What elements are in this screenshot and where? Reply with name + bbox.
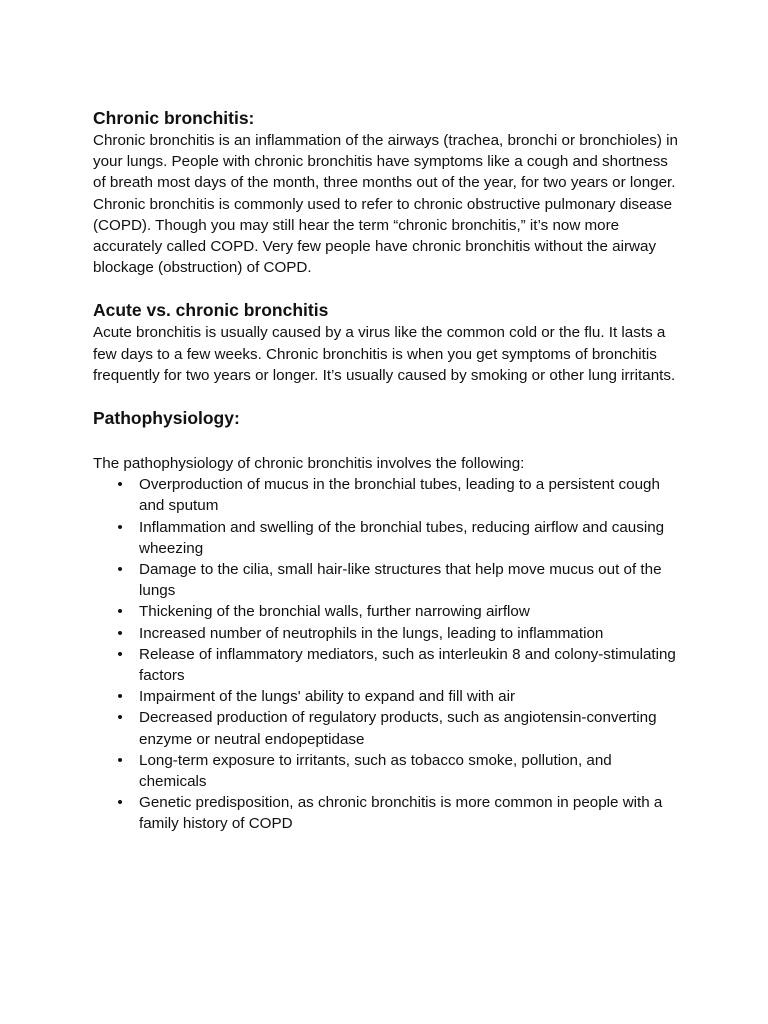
section-heading-chronic-bronchitis: Chronic bronchitis: (93, 108, 255, 128)
list-item (93, 517, 683, 559)
list-item (93, 559, 683, 601)
list-item-text: Genetic predisposition, as chronic bronchitis is more common in people with a family history of COPD (139, 794, 663, 833)
document-page (93, 106, 683, 835)
list-item-text: Inflammation and swelling of the bronchial tubes, reducing airflow and causing wheezing (139, 518, 665, 557)
section-heading-pathophysiology: Pathophysiology: (93, 408, 240, 429)
bullet-icon: • (117, 561, 123, 579)
list-item (93, 474, 683, 516)
list-item-text: Impairment of the lungs' ability to expand and fill with air (139, 688, 516, 706)
bullet-icon: • (117, 624, 123, 642)
paragraph-copd: Chronic bronchitis is commonly used to refer to chronic obstructive pulmonary disease (COPD). Though you may still hear the term “chronic bronchitis,” it’s now more accurately called COPD. Very few people have chronic bronchitis without the airway blockage (obstruction) of COPD. (93, 195, 673, 277)
bullet-icon: • (117, 476, 123, 494)
list-item (93, 792, 683, 834)
list-item-text: Overproduction of mucus in the bronchial tubes, leading to a persistent cough and sputum (139, 476, 660, 515)
bullet-icon: • (117, 709, 123, 727)
list-item (93, 686, 683, 707)
bullet-icon: • (117, 645, 123, 663)
list-item-text: Long-term exposure to irritants, such as tobacco smoke, pollution, and chemicals (139, 751, 612, 791)
paragraph-acute-vs-chronic: Acute bronchitis is usually caused by a virus like the common cold or the flu. It lasts a few days to a few weeks. Chronic bronchitis is when you get symptoms of bronchitis frequently for two years or longer. It’s usually caused by smoking or other lung irritants. (93, 324, 676, 384)
pathophysiology-list (93, 474, 683, 834)
bullet-icon: • (117, 603, 123, 621)
bullet-icon: • (117, 518, 123, 536)
list-item-text: Release of inflammatory mediators, such as interleukin 8 and colony-stimulating factors (139, 645, 676, 685)
list-item-text: Damage to the cilia, small hair-like structures that help move mucus out of the lungs (139, 561, 662, 600)
section-heading-acute-vs-chronic: Acute vs. chronic bronchitis (93, 300, 329, 321)
list-item (93, 601, 683, 622)
list-item (93, 644, 683, 686)
list-item-text: Increased number of neutrophils in the lungs, leading to inflammation (139, 624, 604, 642)
list-item (93, 707, 683, 749)
list-item-text: Thickening of the bronchial walls, further narrowing airflow (139, 603, 530, 621)
list-item-text: Decreased production of regulatory products, such as angiotensin-converting enzyme or neutral endopeptidase (139, 709, 657, 748)
pathophysiology-intro: The pathophysiology of chronic bronchitis involves the following: (93, 455, 525, 473)
paragraph-definition: Chronic bronchitis is an inflammation of the airways (trachea, bronchi or bronchioles) in your lungs. People with chronic bronchitis have symptoms like a cough and shortness of breath most days of the month, three months out of the year, for two years or longer. (93, 132, 678, 192)
bullet-icon: • (117, 751, 123, 769)
bullet-icon: • (117, 688, 123, 706)
list-item (93, 750, 683, 792)
bullet-icon: • (117, 794, 123, 812)
list-item (93, 623, 683, 644)
